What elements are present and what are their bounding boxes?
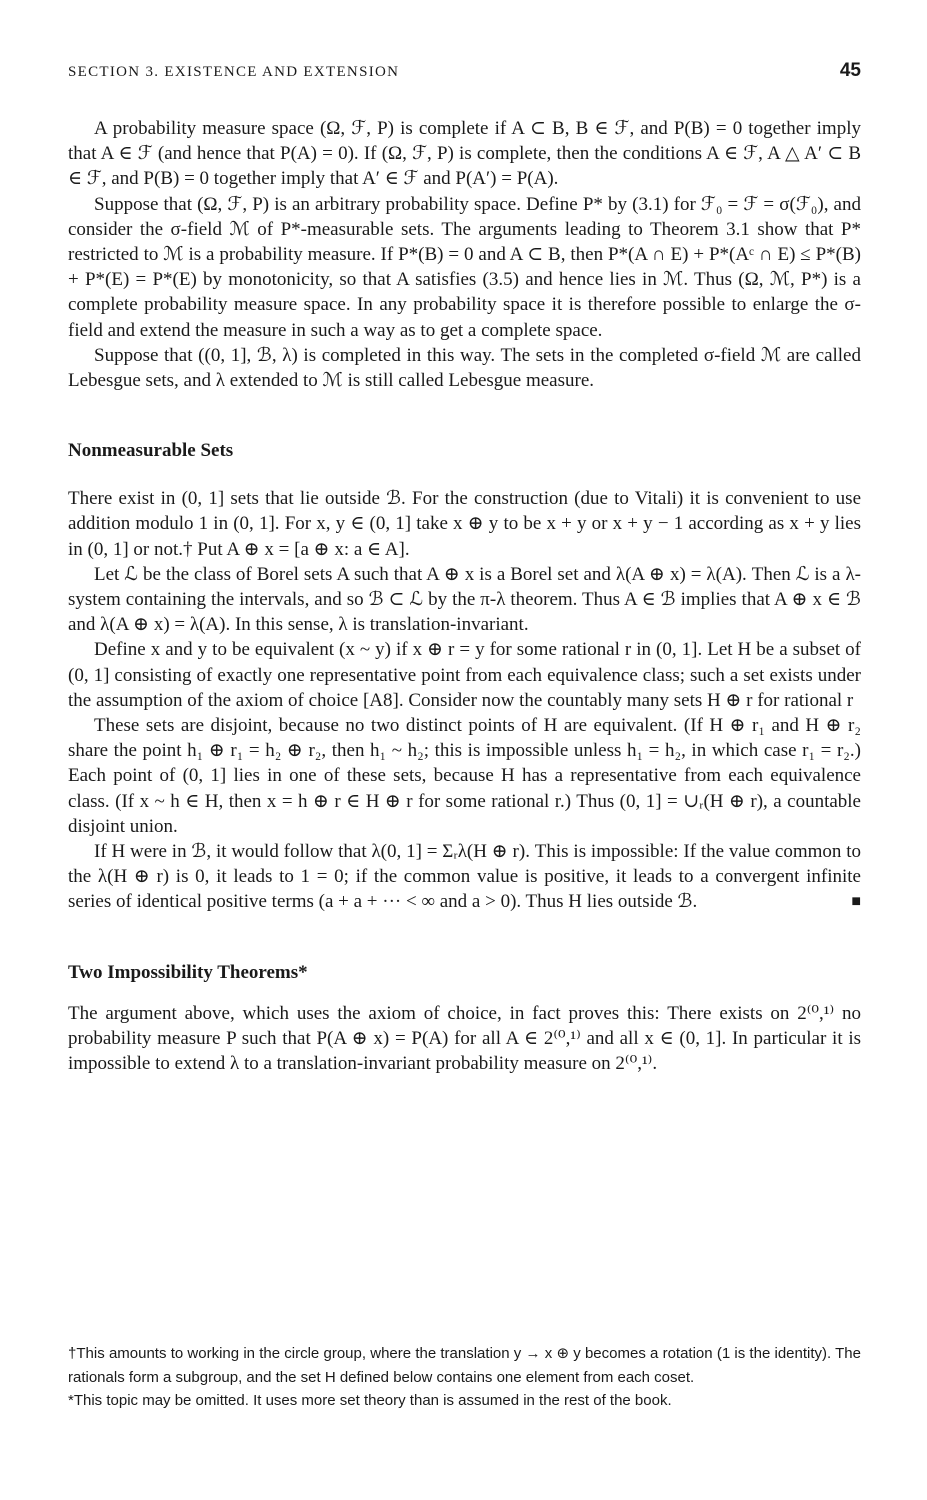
paragraph: Define x and y to be equivalent (x ~ y) if x ⊕ r = y for some rational r in (0, 1]. Let H be a subset of (0, 1] consisting of exactly one representative point from each equivalence class; such a set exists under the assumption of the axiom of choice [A8]. Consider now the countably many sets H ⊕ r for rational r: [68, 639, 861, 711]
footnote-star: *This topic may be omitted. It uses more set theory than is assumed in the rest of the book.: [68, 1392, 672, 1409]
paragraph: The argument above, which uses the axiom of choice, in fact proves this: There exists on 2⁽⁰,¹⁾ no probability measure P such that P(A ⊕ x) = P(A) for all A ∈ 2⁽⁰,¹⁾ and all x ∈ (0, 1]. In particular it is impossible to extend λ to a translation-invariant probability measure on 2⁽⁰,¹⁾.: [68, 1002, 861, 1075]
paragraph-text: If H were in ℬ, it would follow that λ(0, 1] = Σᵣλ(H ⊕ r). This is impossible: If the value common to the λ(H ⊕ r) is 0, it leads to 1 = 0; if the common value is positive, it leads to a convergent infinite series of identical positive terms (a + a + ··· < ∞ and a > 0). Thus H lies outside ℬ.: [68, 841, 861, 913]
paragraph: These sets are disjoint, because no two distinct points of H are equivalent. (If H ⊕ r₁ and H ⊕ r₂ share the point h₁ ⊕ r₁ = h₂ ⊕ r₂, then h₁ ~ h₂; this is impossible unless h₁ = h₂, in which case r₁ = r₂.) Each point of (0, 1] lies in one of these sets, because H has a representative from each equivalence class. (If x ~ h ∈ H, then x = h ⊕ r ∈ H ⊕ r for some rational r.) Thus (0, 1] = ∪ᵣ(H ⊕ r), a countable disjoint union.: [68, 715, 861, 837]
footnotes: [68, 1342, 861, 1413]
page-number: 45: [839, 60, 861, 81]
paragraph: A probability measure space (Ω, ℱ, P) is complete if A ⊂ B, B ∈ ℱ, and P(B) = 0 together imply that A ∈ ℱ (and hence that P(A) = 0). If (Ω, ℱ, P) is complete, then the conditions A ∈ ℱ, A △ A′ ⊂ B ∈ ℱ, and P(B) = 0 together imply that A′ ∈ ℱ and P(A′) = P(A).: [68, 118, 861, 190]
qed-mark: ■: [851, 893, 861, 911]
paragraph: Suppose that (Ω, ℱ, P) is an arbitrary probability space. Define P* by (3.1) for ℱ₀ = ℱ = σ(ℱ₀), and consider the σ-field ℳ of P*-measurable sets. The arguments leading to Theorem 3.1 show that P* restricted to ℳ is a probability measure. If P*(B) = 0 and A ⊂ B, then P*(A ∩ E) + P*(Aᶜ ∩ E) ≤ P*(B) + P*(E) = P*(E) by monotonicity, so that A satisfies (3.5) and hence lies in ℳ. Thus (Ω, ℳ, P*) is a complete probability measure space. In any probability space it is therefore possible to enlarge the σ-field and extend the measure in such a way as to get a complete space.: [68, 193, 861, 341]
paragraph: Let ℒ be the class of Borel sets A such that A ⊕ x is a Borel set and λ(A ⊕ x) = λ(A). Then ℒ is a λ-system containing the intervals, and so ℬ ⊂ ℒ by the π-λ theorem. Thus A ∈ ℬ implies that A ⊕ x ∈ ℬ and λ(A ⊕ x) = λ(A). In this sense, λ is translation-invariant.: [68, 563, 861, 636]
intro-section: [68, 116, 861, 393]
page-content: [68, 60, 861, 1076]
section-title: SECTION 3. EXISTENCE AND EXTENSION: [68, 64, 400, 80]
section-heading: Two Impossibility Theorems*: [68, 961, 308, 983]
nonmeasurable-section: [68, 486, 861, 914]
paragraph: There exist in (0, 1] sets that lie outside ℬ. For the construction (due to Vitali) it is convenient to use addition modulo 1 in (0, 1]. For x, y ∈ (0, 1] take x ⊕ y to be x + y or x + y − 1 according as x + y lies in (0, 1] or not.† Put A ⊕ x = [a ⊕ x: a ∈ A].: [68, 488, 861, 560]
footnote-dagger: †This amounts to working in the circle group, where the translation y → x ⊕ y becomes a rotation (1 is the identity). The rationals form a subgroup, and the set H defined below contains one element from each coset.: [68, 1345, 861, 1386]
paragraph-with-qed: [68, 839, 861, 915]
paragraph: Suppose that ((0, 1], ℬ, λ) is completed in this way. The sets in the completed σ-field ℳ are called Lebesgue sets, and λ extended to ℳ is still called Lebesgue measure.: [68, 344, 861, 392]
running-head: [68, 60, 861, 94]
impossibility-section: [68, 1001, 861, 1077]
section-heading: Nonmeasurable Sets: [68, 440, 234, 462]
